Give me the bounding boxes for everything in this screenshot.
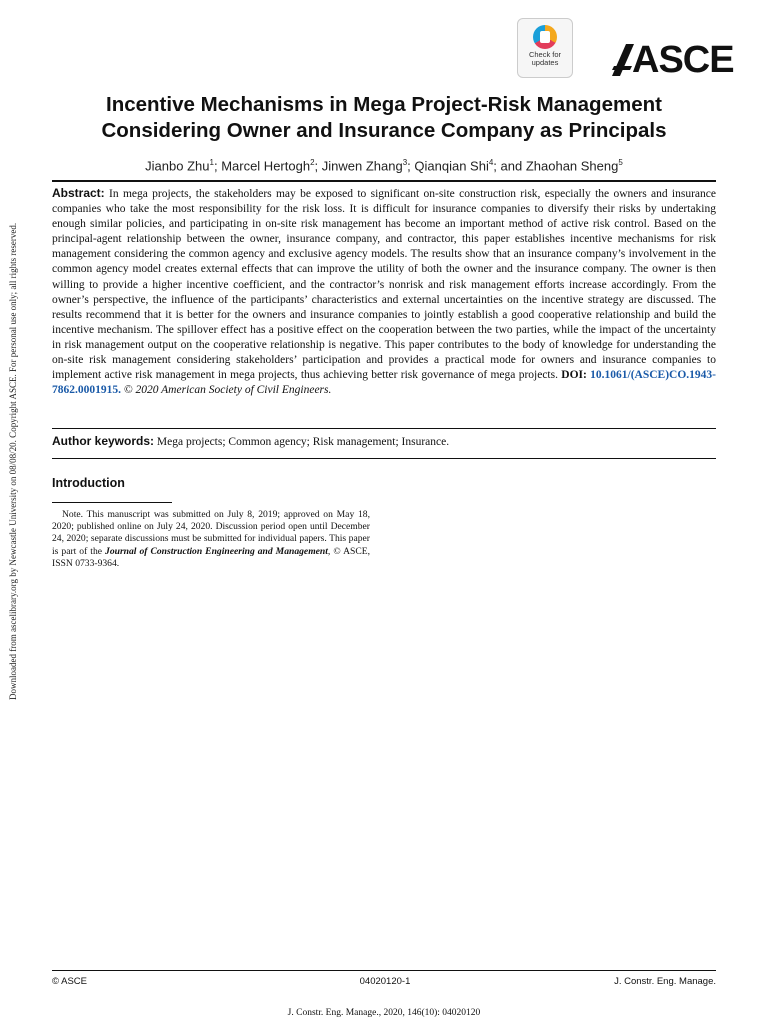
page-number: 04020120-1: [359, 976, 411, 987]
bookmark-icon: [533, 25, 557, 49]
paper-title-line1: Incentive Mechanisms in Mega Project-Risk Management: [106, 93, 662, 116]
right-column: [398, 456, 716, 458]
author-keywords: [52, 434, 716, 448]
badge-label-line2: updates: [531, 58, 559, 67]
citation-line: J. Constr. Eng. Manage., 2020, 146(10): 04020120: [287, 1008, 481, 1018]
author-affiliation-marker: 1: [209, 158, 214, 167]
footer-left: © ASCE: [52, 976, 87, 987]
keywords-top-rule: [52, 428, 716, 429]
author-affiliation-marker: 2: [310, 158, 315, 167]
download-notice: [0, 222, 18, 700]
asce-logo: [612, 39, 734, 81]
abstract-copyright: © 2020 American Society of Civil Engineers.: [123, 384, 332, 397]
author-name: Zhaohan Sheng: [525, 158, 619, 174]
manuscript-note-text: Note. This manuscript was submitted on July 8, 2019; approved on May 18, 2020; published online on July 24, 2020. Discussion period open until December 24, 2020; separate discussions must be submitted for individual papers. This paper is part of the: [52, 509, 370, 557]
author-name: Jianbo Zhu: [145, 158, 210, 174]
check-for-updates-badge[interactable]: [517, 18, 573, 78]
author-name: Jinwen Zhang: [321, 158, 403, 174]
author-separator: ; and: [493, 158, 526, 174]
abstract-top-rule: [52, 180, 716, 182]
left-column: [52, 476, 370, 572]
footer-journal: J. Constr. Eng. Manage.: [614, 976, 716, 987]
download-notice-text: Downloaded from ascelibrary.org by Newcastle University on 08/08/20. Copyright ASCE. For personal use only; all rights reserved.: [8, 222, 18, 700]
manuscript-note-tail: , © ASCE, ISSN 0733-9364.: [52, 545, 370, 569]
author-separator: ;: [407, 158, 415, 174]
asce-logo-text: ASCE: [632, 39, 734, 81]
journal-name: Journal of Construction Engineering and Management: [105, 545, 328, 557]
author-list: [52, 158, 716, 173]
keywords-label: Author keywords:: [52, 434, 155, 448]
badge-label-line1: Check for: [528, 50, 562, 59]
doi-label: DOI:: [561, 369, 587, 382]
footnote-rule: [52, 502, 172, 503]
keywords-text: Mega projects; Common agency; Risk management; Insurance.: [156, 436, 450, 448]
author-affiliation-marker: 3: [402, 158, 408, 167]
paper-title: [52, 92, 716, 144]
footer-rule: [52, 970, 716, 971]
author-name: Qianqian Shi: [414, 158, 489, 174]
author-separator: ;: [213, 158, 222, 174]
author-affiliation-marker: 4: [488, 158, 494, 167]
doi-link[interactable]: 10.1061/(ASCE)CO.1943-7862.0001915.: [52, 369, 716, 397]
abstract: [52, 186, 716, 398]
abstract-label: Abstract:: [52, 186, 105, 200]
author-separator: ;: [314, 158, 322, 174]
asce-logo-mark-icon: [612, 44, 634, 76]
abstract-text: In mega projects, the stakeholders may be exposed to significant on-site construction risk, especially the owners and insurance companies who take the most responsibility for the risk loss. It is difficult for insurance companies to diversify their risks by undertaking enough similar policies, and participating in on-site risk management has become an important method of active risk control. Based on the principal-agent relationship between the owner, insurance company, and contractor, this paper establishes incentive mechanisms for risk management considering the common agency and exclusive agency models. The results show that an insurance company’s involvement in the common agency model creates external effects that can improve the utility of both the owner and the insurance company. The owner is then willing to provide a higher incentive coefficient, and the contractor’s nonrisk and risk management efforts increase accordingly. From the owner’s perspective, the influence of the participants’ characteristics and external uncertainties on the incentive strategy are discussed. The results recommend that it is better for the owners and insurance companies to jointly establish a good cooperative relationship and build the incentive mechanism. The spillover effect has a positive effect on the cooperation between the two parties, while the impact of the uncertainty in risk management output on the cooperative relationship is negative. This paper contributes to the body of knowledge for understanding the on-site risk management considering stakeholders’ participation and provides a practical mode for owners and insurance companies to implement active risk management in mega projects, thus achieving better risk governance of mega projects.: [52, 188, 716, 382]
manuscript-note: [52, 509, 370, 570]
paper-title-line2: Considering Owner and Insurance Company as Principals: [101, 119, 667, 142]
keywords-bottom-rule: [52, 458, 716, 459]
section-heading-introduction: Introduction: [52, 476, 125, 490]
author-affiliation-marker: 5: [618, 158, 623, 167]
author-name: Marcel Hertogh: [221, 158, 311, 174]
